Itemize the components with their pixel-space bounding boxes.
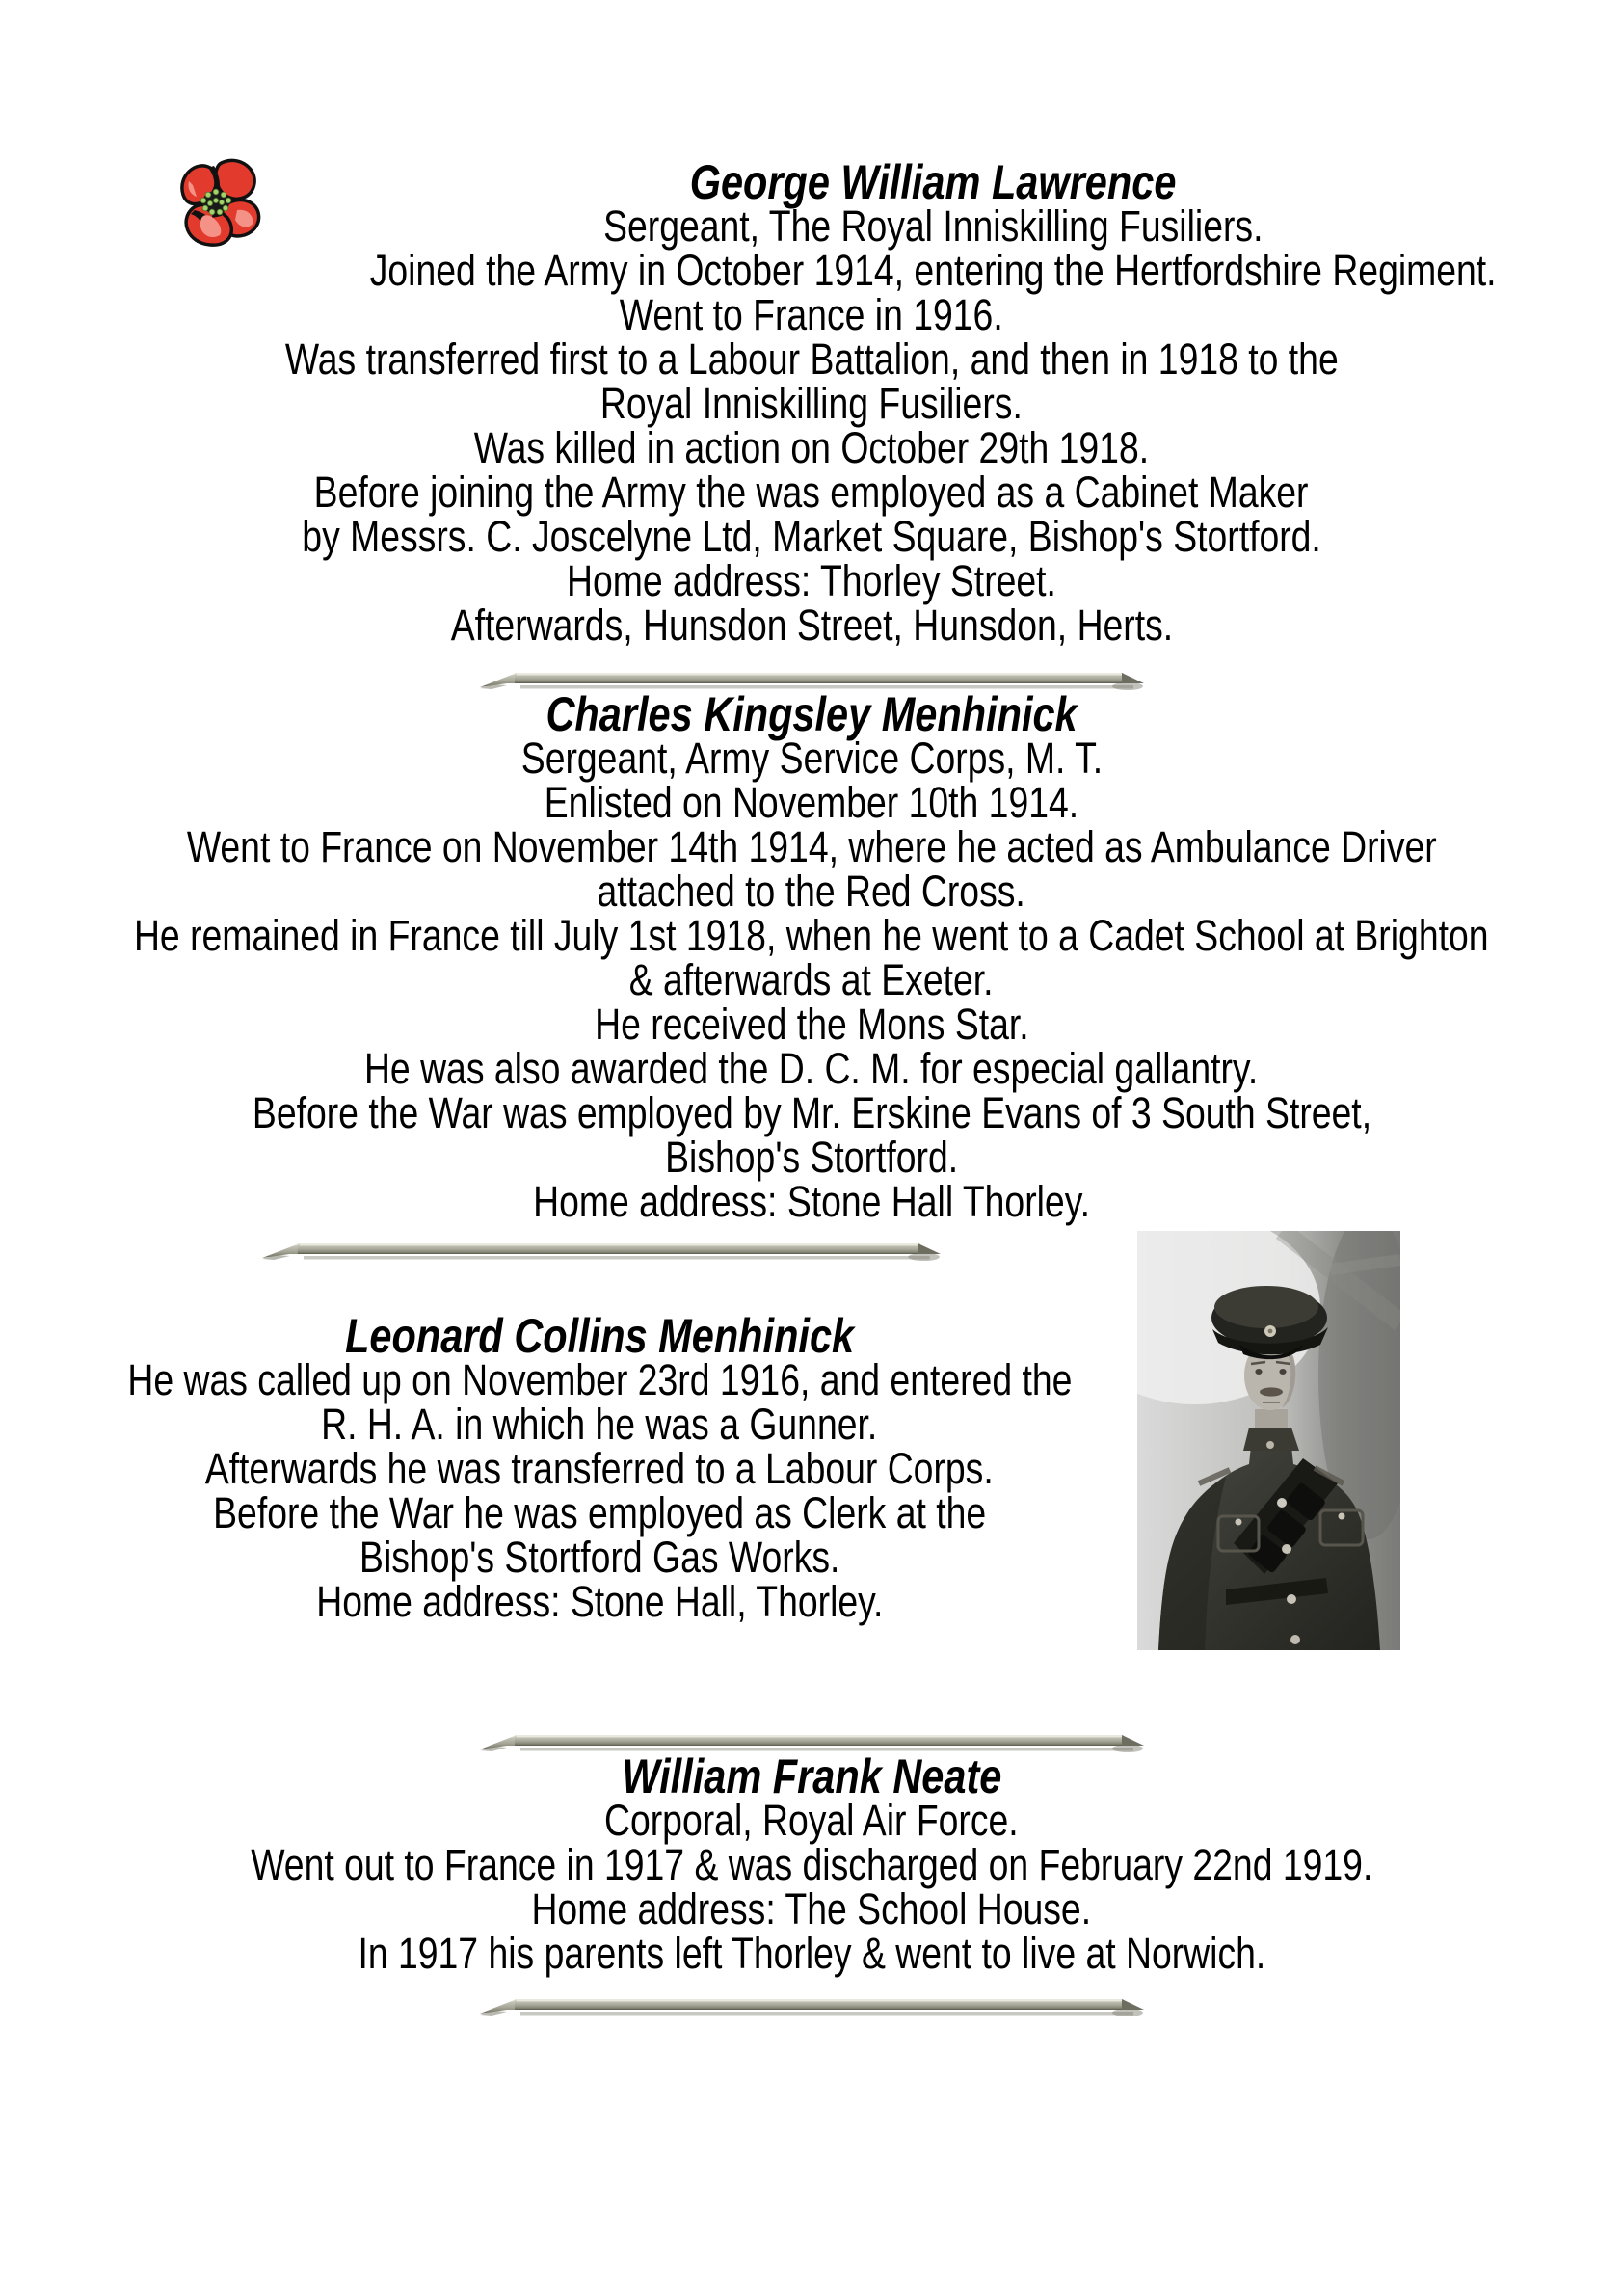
soldier-name: Leonard Collins Menhinick (344, 1309, 855, 1363)
entry-title-line (81, 1309, 1118, 1363)
text-line: Joined the Army in October 1914, entering the Hertfordshire Regiment. (369, 246, 1497, 295)
text-line: Went out to France in 1917 & was discharged on February 22nd 1919. (250, 1840, 1373, 1889)
text-line: Royal Inniskilling Fusiliers. (600, 379, 1023, 428)
text-line: by Messrs. C. Joscelyne Ltd, Market Square, Bishop's Stortford. (302, 512, 1321, 561)
soldier-entry-neate (81, 1749, 1542, 1978)
text-line: Went to France in 1916. (620, 290, 1003, 339)
text-line: Went to France on November 14th 1914, where he acted as Ambulance Driver (186, 822, 1437, 871)
soldier-name: Charles Kingsley Menhinick (545, 687, 1078, 741)
text-line: Before the War was employed by Mr. Erskine Evans of 3 South Street, (252, 1088, 1371, 1137)
text-line: Corporal, Royal Air Force. (604, 1796, 1019, 1845)
text-line: & afterwards at Exeter. (629, 955, 994, 1004)
divider-rule (81, 1995, 1542, 2018)
text-line: Was transferred first to a Labour Battalion, and then in 1918 to the (284, 334, 1339, 384)
text-line: Before joining the Army the was employed as a Cabinet Maker (314, 467, 1309, 517)
text-line: He was also awarded the D. C. M. for especial gallantry. (364, 1044, 1259, 1093)
text-line: attached to the Red Cross. (597, 867, 1026, 916)
text-line: Bishop's Stortford Gas Works. (359, 1533, 840, 1582)
text-line: Sergeant, The Royal Inniskilling Fusiliers. (602, 201, 1264, 251)
text-line: In 1917 his parents left Thorley & went to live at Norwich. (358, 1929, 1265, 1978)
soldier-name: George William Lawrence (689, 155, 1177, 209)
text-line: Was killed in action on October 29th 1918. (473, 423, 1150, 472)
entry-title-line (81, 687, 1542, 741)
text-line: He was called up on November 23rd 1916, and entered the (126, 1355, 1073, 1404)
soldier-name: William Frank Neate (621, 1749, 1002, 1803)
divider-rule (260, 1240, 943, 1263)
text-line: Home address: The School House. (531, 1884, 1092, 1934)
text-line: Afterwards, Hunsdon Street, Hunsdon, Herts. (450, 601, 1173, 650)
text-line: Home address: Stone Hall Thorley. (533, 1177, 1090, 1226)
text-line: Sergeant, Army Service Corps, M. T. (520, 734, 1103, 783)
text-line: Bishop's Stortford. (664, 1133, 958, 1182)
entry-title-line (324, 155, 1542, 209)
text-line: Home address: Thorley Street. (567, 556, 1056, 605)
text-line: R. H. A. in which he was a Gunner. (321, 1400, 878, 1449)
text-line: He remained in France till July 1st 1918, when he went to a Cadet School at Brighton (134, 911, 1489, 960)
text-line: Afterwards he was transferred to a Labour Corps. (205, 1444, 994, 1493)
text-line: He received the Mons Star. (594, 1000, 1029, 1049)
text-line: Before the War he was employed as Clerk at the (212, 1488, 987, 1537)
soldier-entry-menhinick-ck (81, 687, 1542, 1226)
text-line: Home address: Stone Hall, Thorley. (315, 1577, 884, 1626)
soldier-entry-menhinick-lc (81, 1309, 1542, 1626)
entry-title-line (81, 1749, 1542, 1803)
soldier-entry-lawrence (81, 155, 1542, 650)
text-line: Enlisted on November 10th 1914. (544, 778, 1079, 827)
